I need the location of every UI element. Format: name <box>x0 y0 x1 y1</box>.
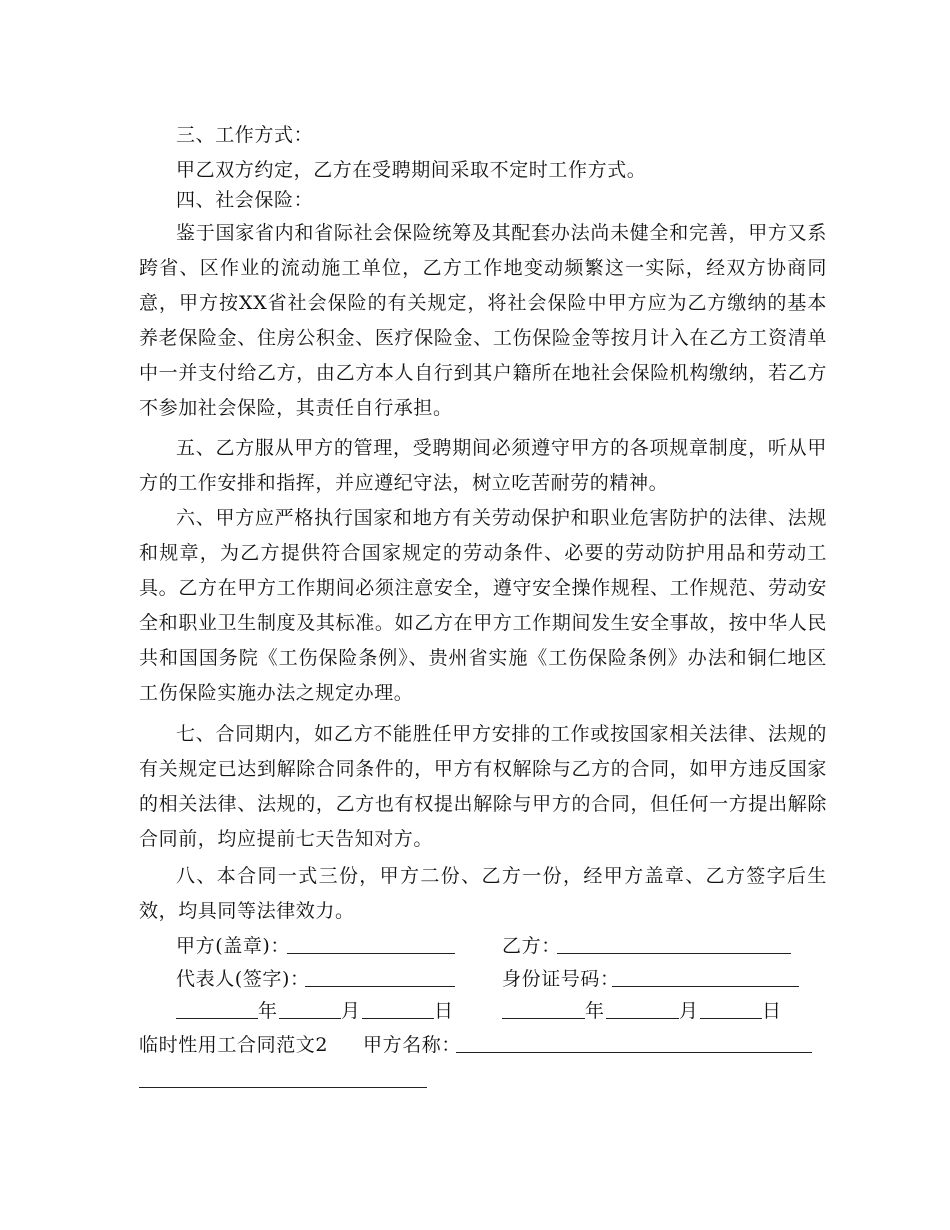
next-party-a-name-line-cont[interactable] <box>139 1087 427 1088</box>
party-b-day-label: 日 <box>762 1000 782 1022</box>
party-b-day-line[interactable] <box>700 1018 762 1019</box>
section-4-heading: 四、社会保险： <box>176 189 314 211</box>
section-6-text: 六、甲方应严格执行国家和地方有关劳动保护和职业危害防护的法律、法规和规章，为乙方提供符合国家规定的劳动条件、必要的劳动防护用品和劳动工具。乙方在甲方工作期间必须注意安全，遵守安全操作规程、工作规范、劳动安全和职业卫生制度及其标准。如乙方在甲方工作期间发生安全事故，按中华人民共和国国务院《工伤保险条例》、贵州省实施《工伤保险条例》办法和铜仁地区工伤保险实施办法之规定办理。 <box>139 507 827 704</box>
party-b-year-line[interactable] <box>502 1018 585 1019</box>
party-a-day-line[interactable] <box>362 1018 434 1019</box>
party-b-month-line[interactable] <box>606 1018 679 1019</box>
next-contract-title: 临时性用工合同范文2 <box>139 1034 329 1056</box>
id-number-label: 身份证号码： <box>502 968 620 990</box>
section-3-heading: 三、工作方式： <box>176 124 314 146</box>
party-a-seal-line[interactable] <box>287 953 455 954</box>
party-a-seal-label: 甲方(盖章)： <box>176 935 291 957</box>
section-4-text: 鉴于国家省内和省际社会保险统筹及其配套办法尚未健全和完善，甲方又系跨省、区作业的流动施工单位，乙方工作地变动频繁这一实际，经双方协商同意，甲方按XX省社会保险的有关规定，将社会保险中甲方应为乙方缴纳的基本养老保险金、住房公积金、医疗保险金、工伤保险金等按月计入在乙方工资清单中一并支付给乙方，由乙方本人自行到其户籍所在地社会保险机构缴纳，若乙方不参加社会保险，其责任自行承担。 <box>139 222 827 419</box>
section-8-text: 八、本合同一式三份，甲方二份、乙方一份，经甲方盖章、乙方签字后生效，均具同等法律效力。 <box>139 865 827 922</box>
party-a-year-label: 年 <box>258 1000 278 1022</box>
party-b-label: 乙方： <box>502 935 561 957</box>
representative-line[interactable] <box>305 986 455 987</box>
next-party-a-name-line[interactable] <box>456 1052 812 1053</box>
section-5-text: 五、乙方服从甲方的管理，受聘期间必须遵守甲方的各项规章制度，听从甲方的工作安排和指挥，并应遵纪守法，树立吃苦耐劳的精神。 <box>139 437 827 494</box>
party-b-month-label: 月 <box>679 1000 699 1022</box>
party-a-year-line[interactable] <box>176 1018 258 1019</box>
section-3-text: 甲乙双方约定，乙方在受聘期间采取不定时工作方式。 <box>176 159 647 181</box>
id-number-line[interactable] <box>612 986 799 987</box>
section-7-text: 七、合同期内，如乙方不能胜任甲方安排的工作或按国家相关法律、法规的有关规定已达到解除合同条件的，甲方有权解除与乙方的合同，如甲方违反国家的相关法律、法规的，乙方也有权提出解除与甲方的合同，但任何一方提出解除合同前，均应提前七天告知对方。 <box>139 723 827 850</box>
representative-label: 代表人(签字)： <box>176 968 310 990</box>
party-a-day-label: 日 <box>434 1000 454 1022</box>
party-b-year-label: 年 <box>585 1000 605 1022</box>
next-party-a-name-label: 甲方名称： <box>363 1034 462 1056</box>
party-b-line[interactable] <box>557 953 791 954</box>
party-a-month-line[interactable] <box>279 1018 341 1019</box>
party-a-month-label: 月 <box>341 1000 361 1022</box>
